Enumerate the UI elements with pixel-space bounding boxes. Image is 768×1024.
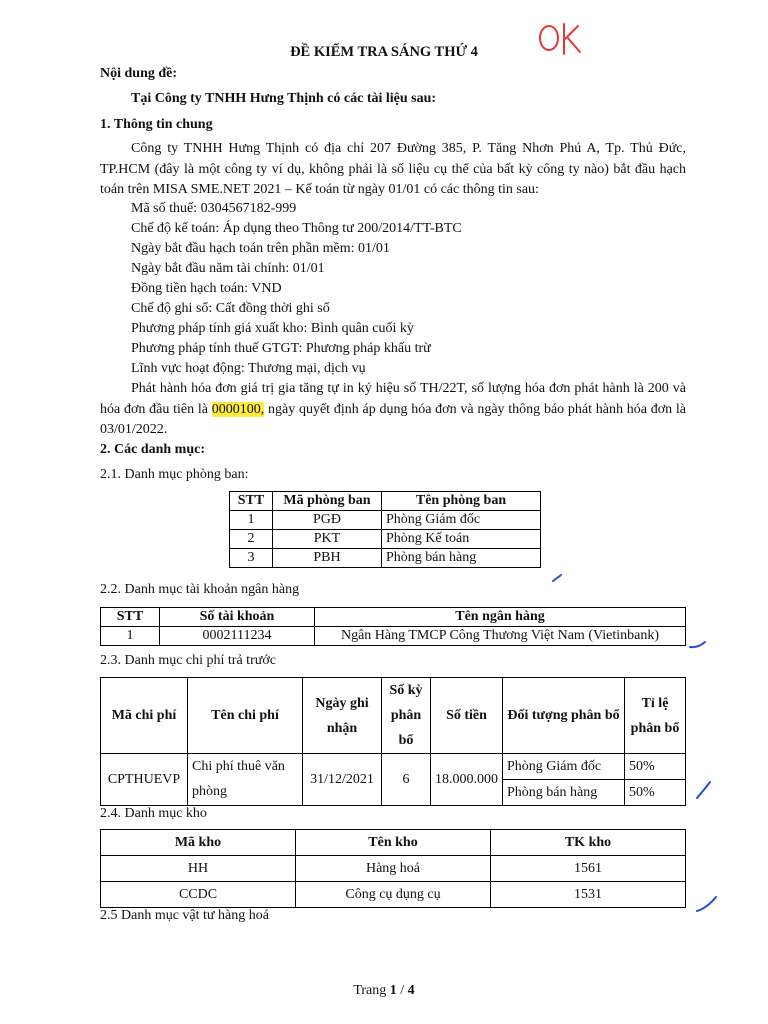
table-row (230, 530, 541, 549)
table-header-row (101, 678, 686, 754)
col-header: TK kho (491, 830, 686, 856)
col-header: Ngày ghi nhận (303, 678, 382, 754)
info-item-currency: Đồng tiền hạch toán: VND (131, 281, 282, 296)
department-list-title: 2.1. Danh mục phòng ban: (100, 467, 249, 482)
department-table (229, 491, 541, 568)
table-cell: 1531 (491, 882, 686, 908)
col-header: Mã phòng ban (273, 492, 382, 511)
table-cell: 50% (625, 780, 686, 806)
materials-list-title: 2.5 Danh mục vật tư hàng hoá (100, 908, 269, 923)
table-cell: CCDC (101, 882, 296, 908)
table-cell: Phòng Kế toán (382, 530, 541, 549)
table-cell: 0002111234 (160, 627, 315, 646)
table-header-row (101, 608, 686, 627)
intro-text: Tại Công ty TNHH Hưng Thịnh có các tài liệu sau: (131, 91, 437, 106)
handwritten-tick-mark (551, 573, 563, 583)
col-header: STT (101, 608, 160, 627)
page-number: Trang 1 / 4 (353, 983, 415, 998)
table-cell: PBH (273, 549, 382, 568)
table-row (101, 856, 686, 882)
table-cell: PGĐ (273, 511, 382, 530)
table-row (230, 511, 541, 530)
section1-heading: 1. Thông tin chung (100, 117, 213, 132)
col-header: Mã chi phí (101, 678, 188, 754)
table-header-row (101, 830, 686, 856)
invoice-paragraph: Phát hành hóa đơn giá trị gia tăng tự in ký hiệu số TH/22T, số lượng hóa đơn phát hành là 200 và hóa đơn đầu tiên là 0000100, ngày quyết định áp dụng hóa đơn và ngày thông báo phát hành hóa đơn là 03/01/2022. (100, 381, 686, 437)
table-cell: Phòng Giám đốc (503, 754, 625, 780)
warehouse-table (100, 829, 686, 908)
info-item-posting-mode: Chế độ ghi sổ: Cất đồng thời ghi sổ (131, 301, 330, 316)
table-cell: 3 (230, 549, 273, 568)
info-item-tax-code: Mã số thuế: 0304567182-999 (131, 201, 297, 216)
col-header: Đối tượng phân bổ (503, 678, 625, 754)
col-header: Tỉ lệ phân bổ (625, 678, 686, 754)
highlighted-invoice-number: 0000100, (211, 401, 265, 417)
handwritten-tick-mark (694, 893, 720, 915)
handwritten-ok-mark (536, 18, 584, 58)
bank-account-table (100, 607, 686, 646)
table-cell: 1561 (491, 856, 686, 882)
table-cell: 6 (382, 754, 431, 806)
info-item-accounting-regime: Chế độ kế toán: Áp dụng theo Thông tư 200/2014/TT-BTC (131, 221, 462, 236)
content-label: Nội dung đề: (100, 66, 178, 81)
section2-heading: 2. Các danh mục: (100, 442, 206, 457)
col-header: Số tiền (431, 678, 503, 754)
col-header: Tên chi phí (188, 678, 303, 754)
col-header: Số tài khoản (160, 608, 315, 627)
table-cell: Chi phí thuê văn phòng (188, 754, 303, 806)
table-cell: Hàng hoá (296, 856, 491, 882)
table-row (101, 627, 686, 646)
col-header: STT (230, 492, 273, 511)
info-item-start-date: Ngày bắt đầu hạch toán trên phần mềm: 01/01 (131, 241, 390, 256)
section1-paragraph: Công ty TNHH Hưng Thịnh có địa chỉ 207 Đường 385, P. Tăng Nhơn Phú A, Tp. Thủ Đức, TP.HCM (đây là một công ty ví dụ, không phải là số liệu cụ thể của bất kỳ công ty nào) bắt đầu hạch toán trên MISA SME.NET 2021 – Kế toán từ ngày 01/01 có các thông tin sau: (100, 141, 686, 197)
table-cell: 2 (230, 530, 273, 549)
bank-account-list-title: 2.2. Danh mục tài khoản ngân hàng (100, 582, 300, 597)
table-cell: 1 (101, 627, 160, 646)
col-header: Tên kho (296, 830, 491, 856)
table-cell: Ngân Hàng TMCP Công Thương Việt Nam (Vietinbank) (315, 627, 686, 646)
table-cell: 1 (230, 511, 273, 530)
table-cell: HH (101, 856, 296, 882)
table-cell: 18.000.000 (431, 754, 503, 806)
prepaid-expense-list-title: 2.3. Danh mục chi phí trả trước (100, 653, 276, 668)
handwritten-tick-mark (694, 778, 714, 802)
table-row (101, 882, 686, 908)
col-header: Mã kho (101, 830, 296, 856)
table-cell: PKT (273, 530, 382, 549)
table-cell: 50% (625, 754, 686, 780)
info-item-business-field: Lĩnh vực hoạt động: Thương mại, dịch vụ (131, 361, 366, 376)
table-cell: Phòng bán hàng (382, 549, 541, 568)
table-row (101, 754, 686, 780)
table-cell: Phòng Giám đốc (382, 511, 541, 530)
document-title: ĐỀ KIỂM TRA SÁNG THỨ 4 (290, 44, 478, 60)
table-cell: 31/12/2021 (303, 754, 382, 806)
col-header: Tên ngân hàng (315, 608, 686, 627)
prepaid-expense-table (100, 677, 686, 806)
col-header: Tên phòng ban (382, 492, 541, 511)
table-header-row (230, 492, 541, 511)
table-row (230, 549, 541, 568)
warehouse-list-title: 2.4. Danh mục kho (100, 806, 207, 821)
info-item-vat-method: Phương pháp tính thuế GTGT: Phương pháp khấu trừ (131, 341, 431, 356)
info-item-inventory-method: Phương pháp tính giá xuất kho: Bình quân cuối kỳ (131, 321, 414, 336)
col-header: Số kỳ phân bổ (382, 678, 431, 754)
table-cell: Phòng bán hàng (503, 780, 625, 806)
table-cell: Công cụ dụng cụ (296, 882, 491, 908)
info-item-fiscal-year: Ngày bắt đầu năm tài chính: 01/01 (131, 261, 325, 276)
table-cell: CPTHUEVP (101, 754, 188, 806)
handwritten-tick-mark (688, 638, 708, 650)
